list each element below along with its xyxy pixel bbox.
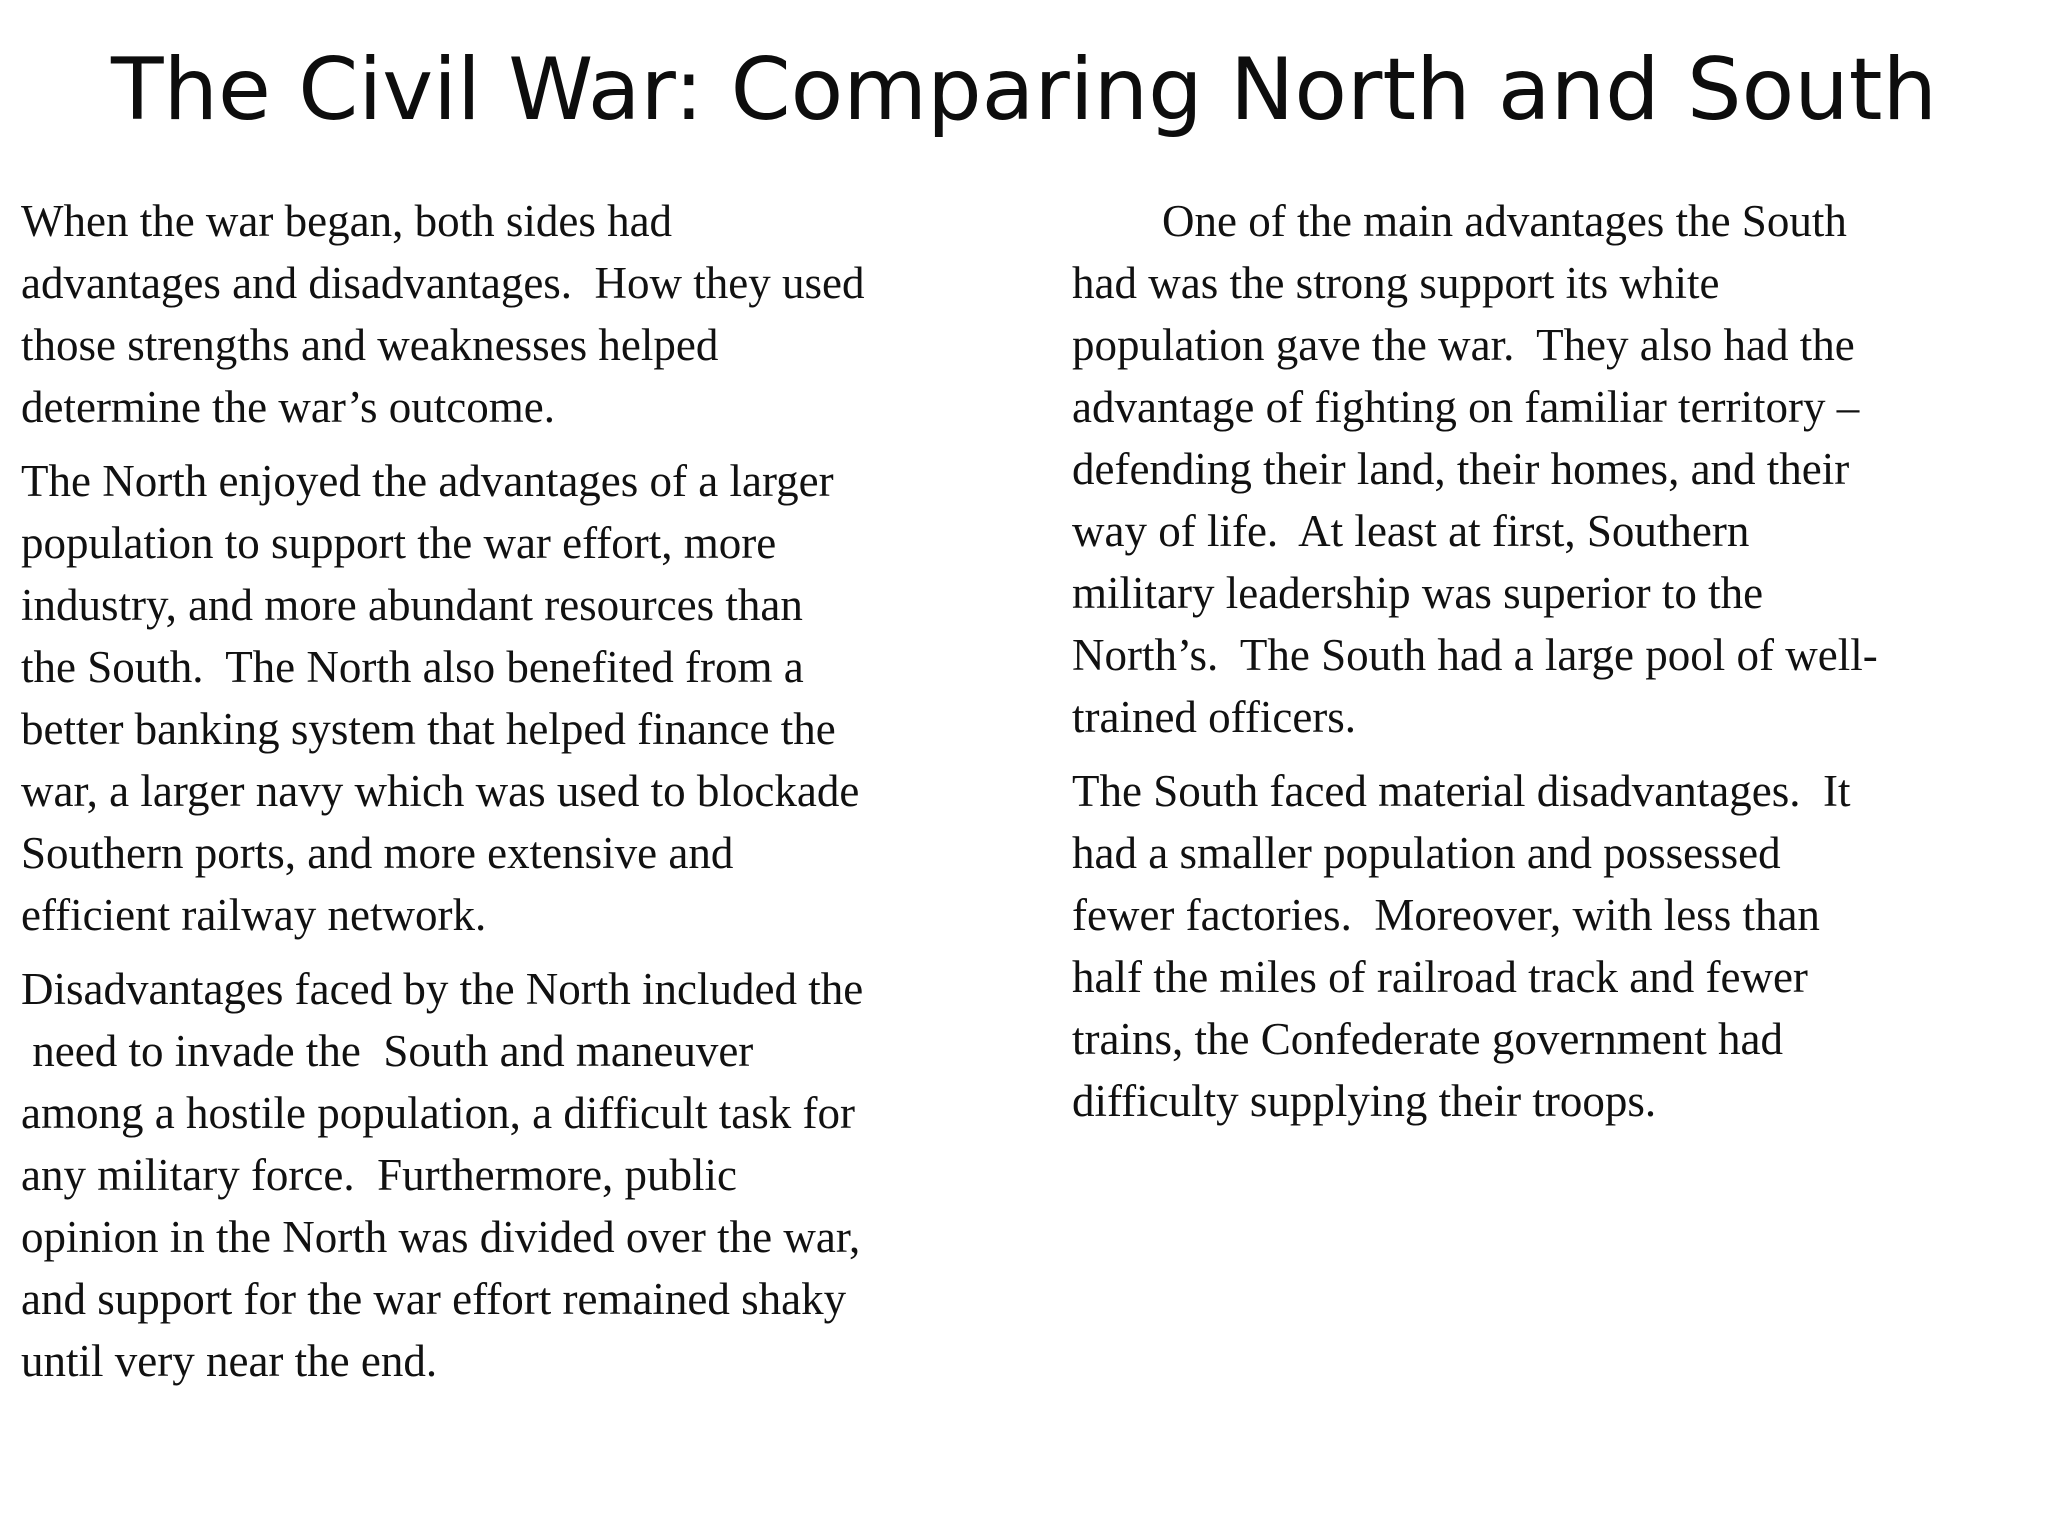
text-line: advantage of fighting on familiar territory – [1072,382,1860,432]
slide-title: The Civil War: Comparing North and South [111,40,1937,140]
text-line: efficient railway network. [21,890,487,940]
text-line: the South. The North also benefited from a [21,642,804,692]
text-line: trains, the Confederate government had [1072,1014,1783,1064]
left-column [21,190,1006,1404]
text-line: The South faced material disadvantages. It [1072,766,1851,816]
text-line: way of life. At least at first, Southern [1072,506,1750,556]
text-line: The North enjoyed the advantages of a larger [21,456,834,506]
text-line: Southern ports, and more extensive and [21,828,734,878]
text-line: determine the war’s outcome. [21,382,555,432]
text-line: among a hostile population, a difficult task for [21,1088,855,1138]
south-disadvantages-paragraph [1072,760,2032,1132]
text-line: difficulty supplying their troops. [1072,1076,1657,1126]
text-line: and support for the war effort remained shaky [21,1274,847,1324]
text-line: trained officers. [1072,692,1357,742]
text-line: Disadvantages faced by the North included the [21,964,864,1014]
text-line: population gave the war. They also had the [1072,320,1855,370]
text-line: advantages and disadvantages. How they used [21,258,865,308]
text-line: had a smaller population and possessed [1072,828,1781,878]
text-line: North’s. The South had a large pool of well- [1072,630,1878,680]
text-line: until very near the end. [21,1336,438,1386]
text-line: better banking system that helped finance the [21,704,836,754]
text-line: half the miles of railroad track and fewer [1072,952,1808,1002]
text-line: One of the main advantages the South [1072,196,1847,246]
text-line: military leadership was superior to the [1072,568,1764,618]
text-line: had was the strong support its white [1072,258,1720,308]
text-line: any military force. Furthermore, public [21,1150,738,1200]
text-line: opinion in the North was divided over the war, [21,1212,861,1262]
text-line: defending their land, their homes, and their [1072,444,1850,494]
text-line: war, a larger navy which was used to blockade [21,766,860,816]
text-line: fewer factories. Moreover, with less than [1072,890,1820,940]
text-line: population to support the war effort, more [21,518,777,568]
text-line: industry, and more abundant resources than [21,580,803,630]
north-disadvantages-paragraph [21,958,1006,1392]
south-advantages-paragraph [1072,190,2032,748]
intro-paragraph [21,190,1006,438]
text-line: When the war began, both sides had [21,196,673,246]
right-column [1072,190,2032,1144]
text-line: need to invade the South and maneuver [21,1026,754,1076]
text-line: those strengths and weaknesses helped [21,320,719,370]
north-advantages-paragraph [21,450,1006,946]
